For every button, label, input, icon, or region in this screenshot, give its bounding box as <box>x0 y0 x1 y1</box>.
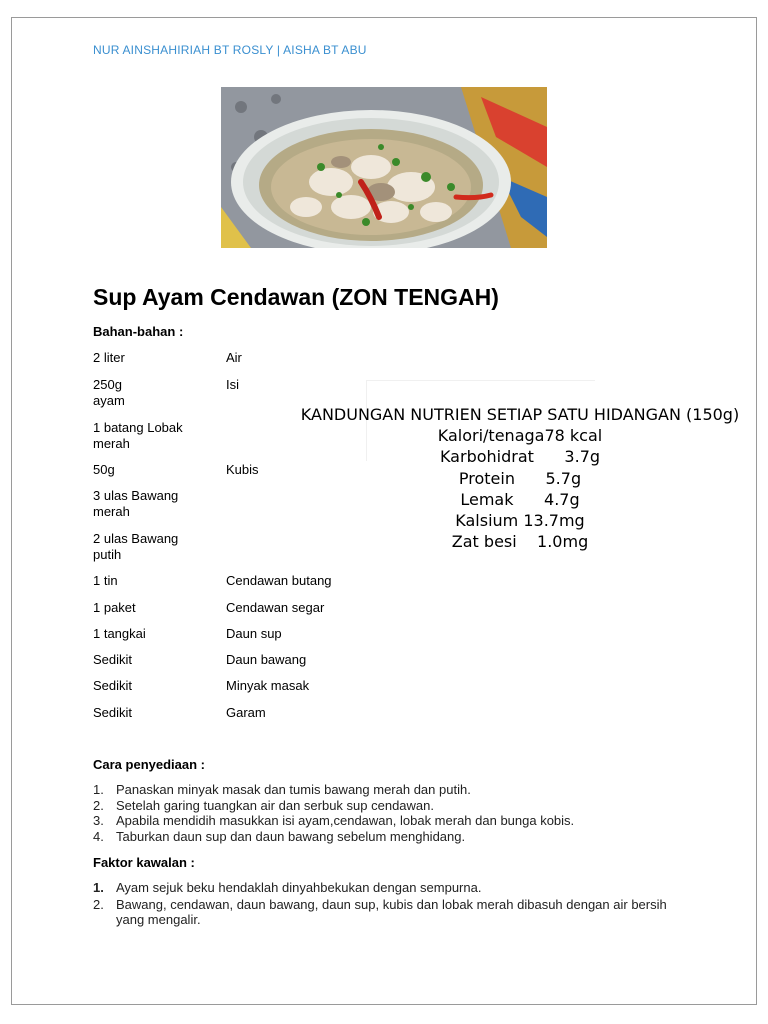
ingredient-qty: 2 liter <box>93 350 125 365</box>
nutrition-title: KANDUNGAN NUTRIEN SETIAP SATU HIDANGAN (150g) <box>300 405 740 424</box>
nutrition-panel <box>272 404 768 552</box>
recipe-title: Sup Ayam Cendawan (ZON TENGAH) <box>93 284 499 310</box>
nutrient-value: 4.7g <box>544 489 580 509</box>
ingredient-qty: 1 batang Lobak merah <box>93 420 183 451</box>
ingredient-qty: Sedikit <box>93 705 133 720</box>
nutrient-value: 13.7mg <box>523 511 585 531</box>
control-list <box>93 880 693 928</box>
nutrient-label: Kalsium <box>455 511 519 531</box>
ingredient-qty: 50g <box>93 462 115 477</box>
ingredient-name: Garam <box>226 705 266 720</box>
nutrient-label: Kalori/tenaga <box>437 426 545 446</box>
control-heading: Faktor kawalan : <box>93 855 195 870</box>
ingredient-name: Cendawan segar <box>226 600 325 615</box>
method-step: 2. Setelah garing tuangkan air dan serbuk sup cendawan. <box>93 797 434 813</box>
ingredient-name: Cendawan butang <box>226 573 332 588</box>
ingredient-qty: Sedikit <box>93 652 133 667</box>
control-step-text: Ayam sejuk beku hendaklah dinyahbekukan dengan sempurna. <box>116 880 482 895</box>
ingredient-name: Isi <box>226 377 239 392</box>
nutrient-value: 1.0mg <box>537 532 589 552</box>
control-step: 2. Bawang, cendawan, daun bawang, daun sup, kubis dan lobak merah dibasuh dengan air bersih yang mengalir. <box>93 896 667 927</box>
method-step-text: Panaskan minyak masak dan tumis bawang merah dan putih. <box>116 782 471 797</box>
method-step: 1. Panaskan minyak masak dan tumis bawang merah dan putih. <box>93 782 471 797</box>
nutrition-row <box>272 489 768 510</box>
method-step-text: Apabila mendidih masukkan isi ayam,cendawan, lobak merah dan bunga kobis. <box>116 813 575 828</box>
nutrition-row <box>272 446 768 467</box>
ingredients-heading: Bahan-bahan : <box>93 324 184 339</box>
ingredient-name: Kubis <box>226 462 259 477</box>
nutrient-label: Karbohidrat <box>439 447 534 467</box>
ingredient-qty: 250g ayam <box>93 377 125 408</box>
ingredient-name: Daun bawang <box>226 652 307 667</box>
nutrition-row <box>272 510 768 531</box>
nutrition-row <box>272 531 768 552</box>
nutrient-value: 78 kcal <box>544 426 603 446</box>
method-step-text: Taburkan daun sup dan daun bawang sebelum menghidang. <box>116 828 466 844</box>
ingredient-name: Daun sup <box>226 626 282 641</box>
ingredient-qty: 3 ulas Bawang merah <box>93 488 179 519</box>
ingredient-qty: 1 paket <box>93 600 136 615</box>
method-step: 4. Taburkan daun sup dan daun bawang sebelum menghidang. <box>93 828 466 844</box>
nutrient-value: 3.7g <box>564 447 601 467</box>
ingredient-qty: 1 tin <box>93 573 118 588</box>
control-step: 1. Ayam sejuk beku hendaklah dinyahbekukan dengan sempurna. <box>93 880 482 895</box>
nutrient-label: Protein <box>458 468 515 488</box>
author-header: NUR AINSHAHIRIAH BT ROSLY | AISHA BT ABU <box>93 43 367 57</box>
soup-photo <box>221 87 547 248</box>
method-heading: Cara penyediaan : <box>93 757 205 772</box>
nutrient-value: 5.7g <box>545 468 582 488</box>
method-step-text: Setelah garing tuangkan air dan serbuk sup cendawan. <box>116 797 434 813</box>
nutrition-row <box>272 468 768 489</box>
method-step: 3. Apabila mendidih masukkan isi ayam,cendawan, lobak merah dan bunga kobis. <box>93 813 575 828</box>
ingredient-qty: 1 tangkai <box>93 626 146 641</box>
ingredient-qty: Sedikit <box>93 678 133 693</box>
ingredient-name: Air <box>226 350 242 365</box>
control-step-text: Bawang, cendawan, daun bawang, daun sup, kubis dan lobak merah dibasuh dengan air bersih yang mengalir. <box>116 896 667 927</box>
nutrient-label: Lemak <box>460 489 514 509</box>
nutrient-label: Zat besi <box>451 532 517 552</box>
ingredient-name: Minyak masak <box>226 678 310 693</box>
method-list <box>93 782 574 844</box>
ingredient-qty: 2 ulas Bawang putih <box>93 531 179 562</box>
nutrition-row <box>272 425 768 446</box>
